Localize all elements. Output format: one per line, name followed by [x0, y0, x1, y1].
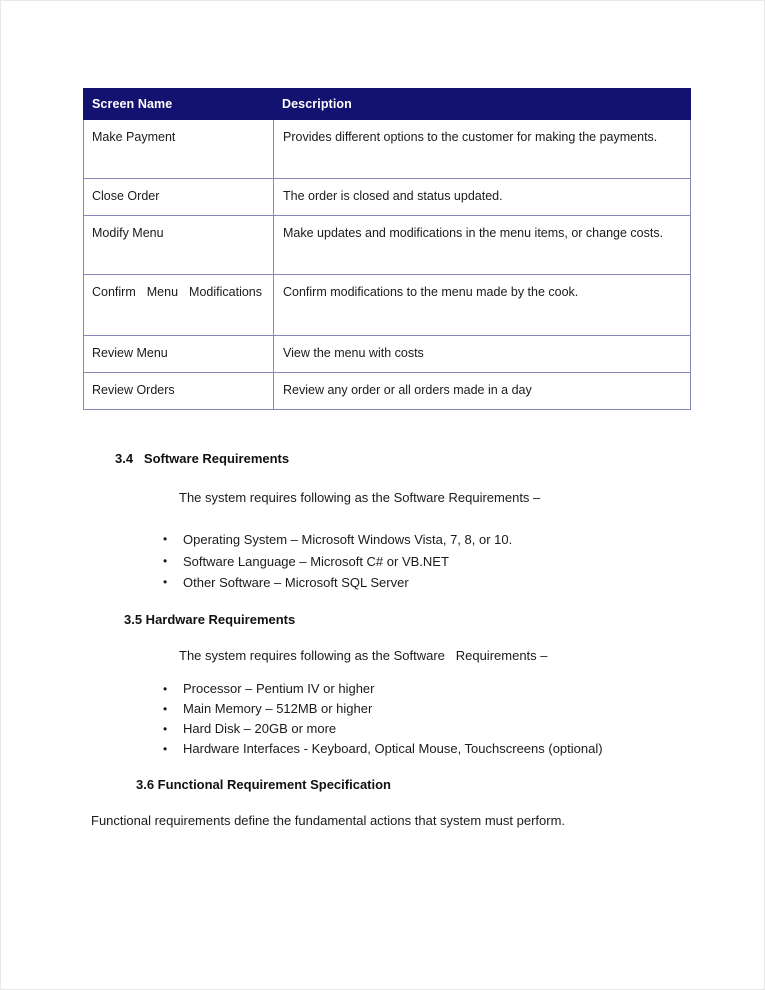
table-header-row	[84, 89, 691, 120]
cell-description: Provides different options to the customer for making the payments.	[274, 120, 691, 179]
list-item: • Hard Disk – 20GB or more	[161, 719, 603, 739]
software-requirements-list	[161, 529, 512, 594]
list-item: • Hardware Interfaces - Keyboard, Optical Mouse, Touchscreens (optional)	[161, 739, 603, 759]
column-header-screen-name: Screen Name	[84, 89, 274, 120]
section-heading-3-5: 3.5 Hardware Requirements	[124, 612, 296, 627]
screen-description-table	[83, 88, 691, 410]
hardware-requirements-list	[161, 679, 603, 759]
cell-screen-name: Confirm Menu Modifications	[84, 275, 274, 336]
cell-description: The order is closed and status updated.	[274, 179, 691, 216]
list-item: • Software Language – Microsoft C# or VB.NET	[161, 551, 512, 573]
cell-screen-name: Close Order	[84, 179, 274, 216]
section-paragraph-3-6: Functional requirements define the fundamental actions that system must perform.	[91, 813, 566, 828]
table-row	[84, 373, 691, 410]
section-intro-3-5: The system requires following as the Software Requirements –	[179, 648, 548, 663]
table-row	[84, 275, 691, 336]
section-heading-3-4: 3.4 Software Requirements	[115, 451, 290, 466]
cell-description: View the menu with costs	[274, 336, 691, 373]
cell-screen-name: Make Payment	[84, 120, 274, 179]
cell-screen-name: Review Orders	[84, 373, 274, 410]
list-item: • Other Software – Microsoft SQL Server	[161, 572, 512, 594]
cell-screen-name: Modify Menu	[84, 216, 274, 275]
section-heading-3-6: 3.6 Functional Requirement Specification	[136, 777, 391, 792]
table-body	[84, 120, 691, 410]
table-row	[84, 120, 691, 179]
list-item: • Main Memory – 512MB or higher	[161, 699, 603, 719]
table-row	[84, 336, 691, 373]
section-intro-3-4: The system requires following as the Software Requirements –	[179, 490, 541, 505]
cell-description: Review any order or all orders made in a day	[274, 373, 691, 410]
table-row	[84, 179, 691, 216]
cell-screen-name: Review Menu	[84, 336, 274, 373]
cell-description: Confirm modifications to the menu made by the cook.	[274, 275, 691, 336]
table-header	[84, 89, 691, 120]
column-header-description: Description	[274, 89, 691, 120]
list-item: • Operating System – Microsoft Windows Vista, 7, 8, or 10.	[161, 529, 512, 551]
list-item: • Processor – Pentium IV or higher	[161, 679, 603, 699]
table-row	[84, 216, 691, 275]
cell-description: Make updates and modifications in the menu items, or change costs.	[274, 216, 691, 275]
